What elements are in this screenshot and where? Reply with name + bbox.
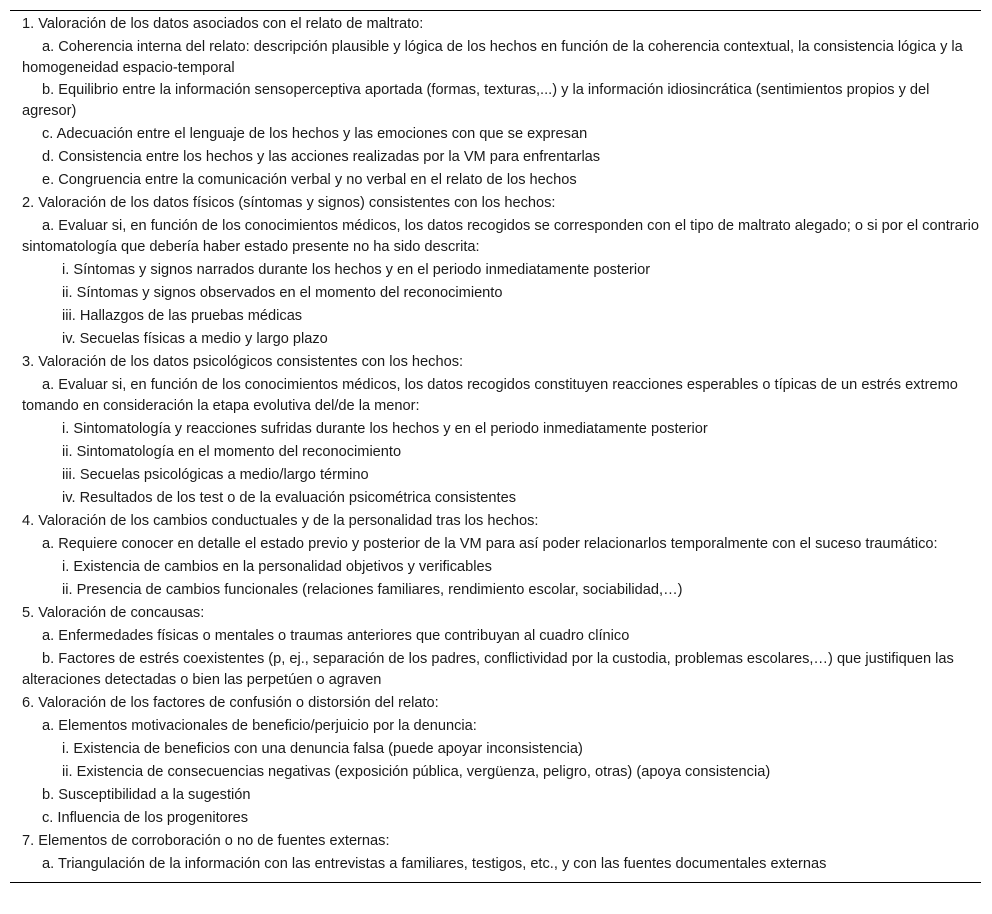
criterion-item: c. Influencia de los progenitores xyxy=(42,810,249,826)
section-heading: 3. Valoración de los datos psicológicos consistentes con los hechos: xyxy=(22,354,464,370)
criterion-item: a. Evaluar si, en función de los conocimientos médicos, los datos recogidos se corresponden con el tipo de maltrato alegado; o si por el contrario sintomatología que debería haber estado presente no ha sido descrita: xyxy=(22,218,979,255)
sub-criterion-item: i. Síntomas y signos narrados durante los hechos y en el periodo inmediatamente posterior xyxy=(62,262,651,278)
sub-criterion-item: iv. Secuelas físicas a medio y largo plazo xyxy=(62,331,328,347)
criterion-item: e. Congruencia entre la comunicación verbal y no verbal en el relato de los hechos xyxy=(42,172,577,188)
criterion-item: a. Coherencia interna del relato: descripción plausible y lógica de los hechos en función de la coherencia contextual, la consistencia lógica y la homogeneidad espacio-temporal xyxy=(22,39,963,76)
criteria-list xyxy=(10,13,981,876)
criteria-table xyxy=(10,10,981,883)
sub-criterion-item: i. Sintomatología y reacciones sufridas durante los hechos y en el periodo inmediatamente posterior xyxy=(62,421,708,437)
criterion-item: b. Equilibrio entre la información sensoperceptiva aportada (formas, texturas,...) y la información idiosincrática (sentimientos propios y del agresor) xyxy=(22,82,930,119)
sub-criterion-item: iv. Resultados de los test o de la evaluación psicométrica consistentes xyxy=(62,490,516,506)
criterion-item: b. Susceptibilidad a la sugestión xyxy=(42,787,251,803)
criterion-item: a. Enfermedades físicas o mentales o traumas anteriores que contribuyan al cuadro clínico xyxy=(42,628,630,644)
sub-criterion-item: iii. Secuelas psicológicas a medio/largo término xyxy=(62,467,369,483)
criterion-item: c. Adecuación entre el lenguaje de los hechos y las emociones con que se expresan xyxy=(42,126,588,142)
criterion-item: a. Requiere conocer en detalle el estado previo y posterior de la VM para así poder relacionarlos temporalmente con el suceso traumático: xyxy=(42,536,938,552)
sub-criterion-item: i. Existencia de beneficios con una denuncia falsa (puede apoyar inconsistencia) xyxy=(62,741,583,757)
section-heading: 1. Valoración de los datos asociados con el relato de maltrato: xyxy=(22,16,424,32)
section-heading: 7. Elementos de corroboración o no de fuentes externas: xyxy=(22,833,390,849)
sub-criterion-item: iii. Hallazgos de las pruebas médicas xyxy=(62,308,303,324)
criterion-item: d. Consistencia entre los hechos y las acciones realizadas por la VM para enfrentarlas xyxy=(42,149,601,165)
criterion-item: a. Elementos motivacionales de beneficio/perjuicio por la denuncia: xyxy=(42,718,477,734)
section-heading: 5. Valoración de concausas: xyxy=(22,605,205,621)
sub-criterion-item: ii. Síntomas y signos observados en el momento del reconocimiento xyxy=(62,285,503,301)
sub-criterion-item: ii. Presencia de cambios funcionales (relaciones familiares, rendimiento escolar, sociabilidad,…) xyxy=(62,582,683,598)
section-heading: 4. Valoración de los cambios conductuales y de la personalidad tras los hechos: xyxy=(22,513,539,529)
criterion-item: b. Factores de estrés coexistentes (p, ej., separación de los padres, conflictividad por la custodia, problemas escolares,…) que justifiquen las alteraciones detectadas o bien las perpetúen o agraven xyxy=(22,651,954,688)
sub-criterion-item: ii. Existencia de consecuencias negativas (exposición pública, vergüenza, peligro, otras) (apoya consistencia) xyxy=(62,764,771,780)
section-heading: 6. Valoración de los factores de confusión o distorsión del relato: xyxy=(22,695,439,711)
criterion-item: a. Evaluar si, en función de los conocimientos médicos, los datos recogidos constituyen reacciones esperables o típicas de un estrés extremo tomando en consideración la etapa evolutiva del/de la menor: xyxy=(22,377,958,414)
sub-criterion-item: ii. Sintomatología en el momento del reconocimiento xyxy=(62,444,402,460)
sub-criterion-item: i. Existencia de cambios en la personalidad objetivos y verificables xyxy=(62,559,492,575)
section-heading: 2. Valoración de los datos físicos (síntomas y signos) consistentes con los hechos: xyxy=(22,195,556,211)
criterion-item: a. Triangulación de la información con las entrevistas a familiares, testigos, etc., y con las fuentes documentales externas xyxy=(42,856,827,872)
